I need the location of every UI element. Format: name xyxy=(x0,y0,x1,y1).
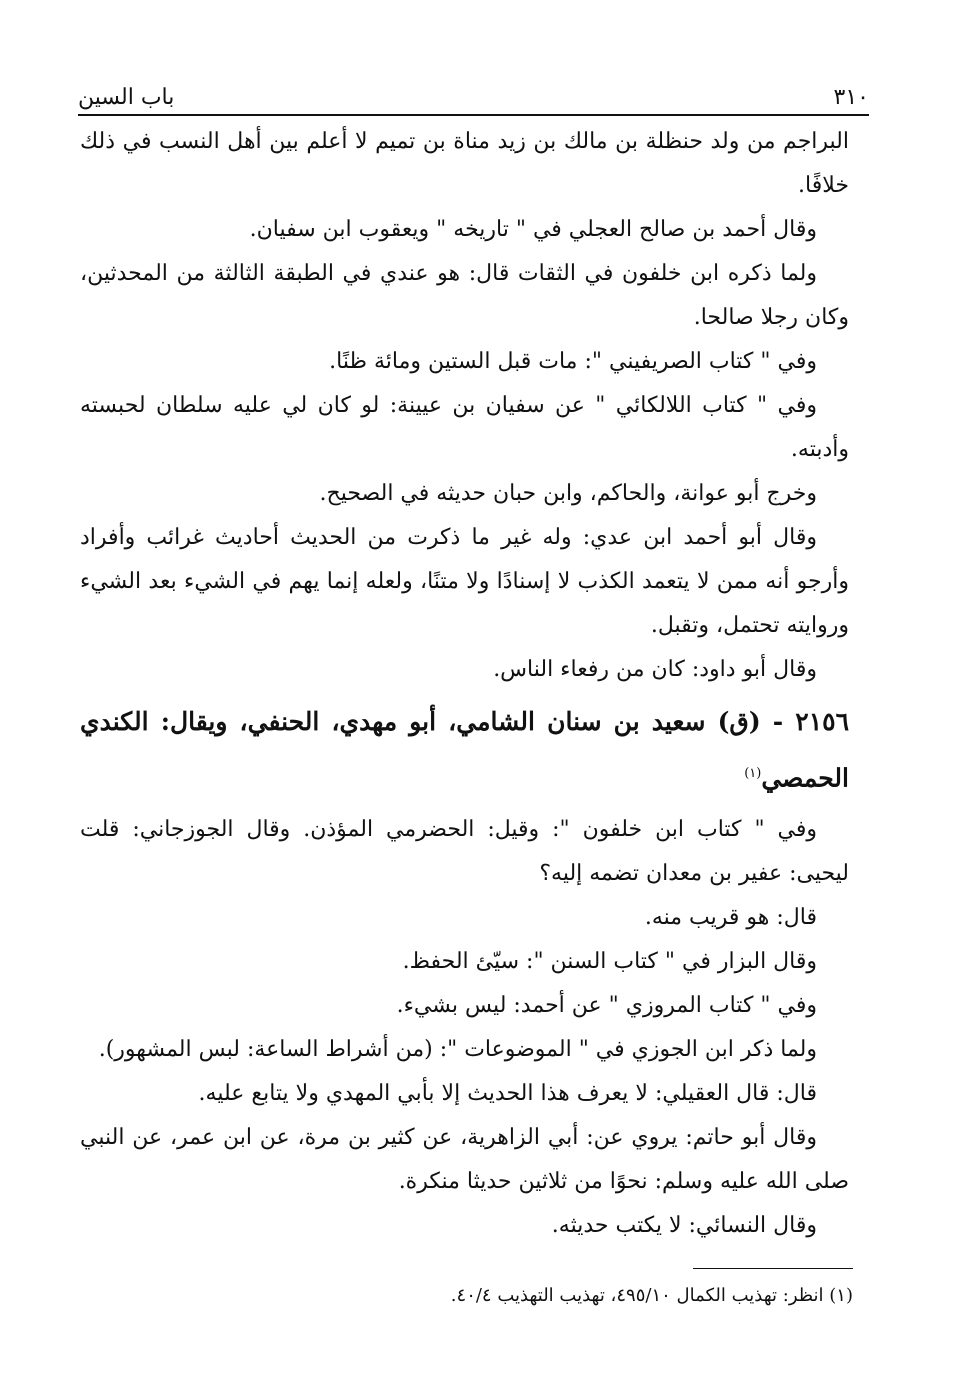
entry-title-text: ٢١٥٦ - (ق) سعيد بن سنان الشامي، أبو مهدي، الحنفي، ويقال: الكندي الحمصي xyxy=(80,707,849,793)
paragraph: وقال النسائي: لا يكتب حديثه. xyxy=(551,1213,817,1239)
running-title: باب السين xyxy=(78,85,175,110)
paragraph: وقال البزار في " كتاب السنن ": سيّئ الحفظ. xyxy=(402,949,817,975)
entry-title xyxy=(80,696,849,804)
paragraph: وقال أحمد بن صالح العجلي في " تاريخه " ويعقوب ابن سفيان. xyxy=(249,217,817,242)
paragraph: ولما ذكره ابن خلفون في الثقات قال: هو عندي في الطبقة الثالثة من المحدثين، وكان رجلا صالحا. xyxy=(80,261,849,330)
paragraph: ولما ذكر ابن الجوزي في " الموضوعات ": (من أشراط الساعة: لبس المشهور). xyxy=(98,1037,817,1063)
paragraph: البراجم من ولد حنظلة بن مالك بن زيد مناة بن تميم لا أعلم بين أهل النسب في ذلك خلافًا. xyxy=(80,129,849,198)
paragraph: وفي " كتاب المروزي " عن أحمد: ليس بشيء. xyxy=(396,993,817,1019)
paragraph: قال: هو قريب منه. xyxy=(644,905,817,931)
page-header xyxy=(78,70,869,116)
paragraph: وفي " كتاب الصريفيني ": مات قبل الستين ومائة ظنًا. xyxy=(329,349,817,374)
paragraph: وفي " كتاب اللالكائي " عن سفيان بن عيينة: لو كان لي عليه سلطان لحبسته وأدبته. xyxy=(80,393,849,462)
paragraph: وقال أبو داود: كان من رفعاء الناس. xyxy=(493,657,817,682)
page-number: ٣١٠ xyxy=(833,85,869,110)
paragraph: وخرج أبو عوانة، والحاكم، وابن حبان حديثه في الصحيح. xyxy=(319,481,817,506)
paragraph: قال: قال العقيلي: لا يعرف هذا الحديث إلا بأبي المهدي ولا يتابع عليه. xyxy=(198,1081,817,1107)
paragraph: وقال أبو حاتم: يروي عن: أبي الزاهرية، عن كثير بن مرة، عن ابن عمر، عن النبي صلى الله عليه وسلم: نحوًا من ثلاثين حديثا منكرة. xyxy=(80,1125,849,1195)
page-body xyxy=(80,120,849,1248)
footnote-text: (١) انظر: تهذيب الكمال ٤٩٥/١٠، تهذيب التهذيب ٤٠/٤. xyxy=(450,1285,853,1306)
footnote-divider xyxy=(693,1268,853,1269)
paragraph: وفي " كتاب ابن خلفون ": وقيل: الحضرمي المؤذن. وقال الجوزجاني: قلت ليحيى: عفير بن معدان تضمه إليه؟ xyxy=(80,817,849,887)
footnotes xyxy=(80,1268,853,1306)
paragraph: وقال أبو أحمد ابن عدي: وله غير ما ذكرت من الحديث أحاديث غرائب وأفراد وأرجو أنه ممن لا يتعمد الكذب لا إسنادًا ولا متنًا، ولعله إنما يهم في الشيء بعد الشيء وروايته تحتمل، وتقبل. xyxy=(80,525,849,638)
footnote-marker: (١) xyxy=(744,766,762,781)
